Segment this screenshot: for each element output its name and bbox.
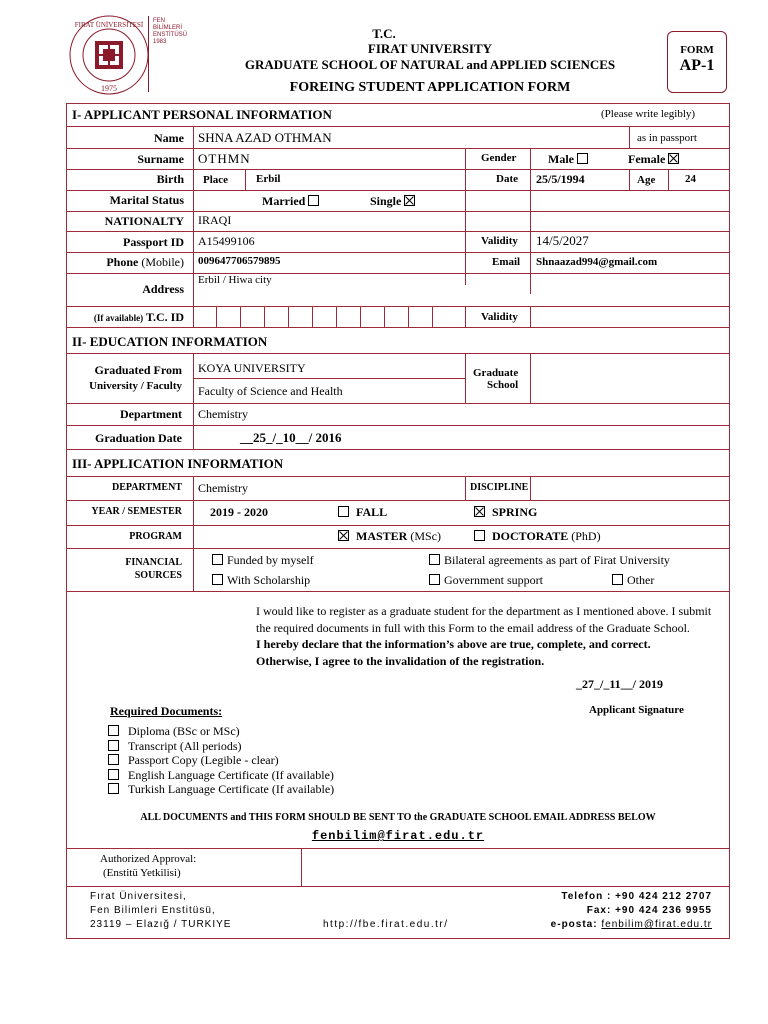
list-item: Passport Copy (Legible - clear) <box>108 753 334 768</box>
tc-id-label: (If available) T.C. ID <box>93 310 184 324</box>
male-checkbox[interactable] <box>577 153 588 164</box>
address-field[interactable]: Erbil / Hiwa city <box>198 274 272 286</box>
surname-label: Surname <box>137 152 184 166</box>
semester-fall[interactable]: FALL <box>338 505 387 520</box>
app-department-label: DEPARTMENT <box>111 482 182 493</box>
declaration-line3: I hereby declare that the information’s above are true, complete, and correct. <box>256 637 651 651</box>
age-label: Age <box>637 174 656 186</box>
graduation-date-label: Graduation Date <box>95 431 182 445</box>
doctorate-checkbox[interactable] <box>474 530 485 541</box>
section3-title: III- APPLICATION INFORMATION <box>72 456 284 471</box>
app-department-field[interactable]: Chemistry <box>198 481 248 495</box>
university-field[interactable]: KOYA UNIVERSITY <box>198 361 306 375</box>
documents-notice: ALL DOCUMENTS and THIS FORM SHOULD BE SENT TO the GRADUATE SCHOOL EMAIL ADDRESS BELOW <box>140 812 656 823</box>
age-field[interactable]: 24 <box>685 173 696 185</box>
uni-faculty-label: University / Faculty <box>89 380 182 392</box>
fall-checkbox[interactable] <box>338 506 349 517</box>
footer-contact: Telefon : +90 424 212 2707 Fax: +90 424 236 9955 e-posta: fenbilim@firat.edu.tr <box>550 891 712 930</box>
name-field[interactable]: SHNA AZAD OTHMAN <box>198 130 332 145</box>
nationality-label: NATIONALTY <box>104 214 184 228</box>
header-school: GRADUATE SCHOOL OF NATURAL and APPLIED SCIENCES <box>244 57 616 72</box>
svg-text:1975: 1975 <box>101 84 117 93</box>
email-label: Email <box>492 256 521 268</box>
list-item: Transcript (All periods) <box>108 739 334 754</box>
marital-married[interactable]: Married <box>262 194 323 209</box>
form-code-box <box>667 31 727 93</box>
approval-label: Authorized Approval: <box>100 853 197 865</box>
financial-label: FINANCIAL SOURCES <box>125 557 182 581</box>
passport-field[interactable]: A15499106 <box>198 234 255 248</box>
semester-spring[interactable]: SPRING <box>474 505 537 520</box>
submission-email[interactable]: fenbilim@firat.edu.tr <box>311 829 485 843</box>
tc-validity-label: Validity <box>481 311 518 323</box>
funded-checkbox[interactable] <box>212 554 223 565</box>
declaration-line4: Otherwise, I agree to the invalidation of the registration. <box>256 654 545 668</box>
single-checkbox[interactable] <box>404 195 415 206</box>
doc-checkbox[interactable] <box>108 754 119 765</box>
page-title: FOREING STUDENT APPLICATION FORM <box>289 80 571 95</box>
passport-note: as in passport <box>637 132 697 144</box>
bilateral-checkbox[interactable] <box>429 554 440 565</box>
department-label: Department <box>120 407 182 421</box>
footer-address: Fırat Üniversitesi, Fen Bilimleri Enstitüsü, 23119 – Elazığ / TURKIYE <box>90 891 232 930</box>
list-item: Turkish Language Certificate (If available) <box>108 782 334 797</box>
footer-email-link[interactable]: fenbilim@firat.edu.tr <box>601 919 712 930</box>
graduation-date-field[interactable]: __25_/_10__/ 2016 <box>240 430 342 445</box>
fin-other[interactable]: Other <box>612 573 654 588</box>
validity-label: Validity <box>481 235 518 247</box>
fin-funded[interactable]: Funded by myself <box>212 553 314 568</box>
list-item: English Language Certificate (If available) <box>108 768 334 783</box>
doc-checkbox[interactable] <box>108 783 119 794</box>
marital-single[interactable]: Single <box>370 194 419 209</box>
documents-list <box>108 724 334 797</box>
other-checkbox[interactable] <box>612 574 623 585</box>
fin-scholarship[interactable]: With Scholarship <box>212 573 310 588</box>
declaration-line1: I would like to register as a graduate student for the department as I mentioned above. I submit <box>256 604 712 618</box>
phone-field[interactable]: 009647706579895 <box>198 255 281 267</box>
declaration-line2: the required documents in full with this Form to the email address of the Graduate School. <box>256 621 690 635</box>
doc-checkbox[interactable] <box>108 740 119 751</box>
program-label: PROGRAM <box>129 531 182 542</box>
married-checkbox[interactable] <box>308 195 319 206</box>
master-checkbox[interactable] <box>338 530 349 541</box>
year-label: YEAR / SEMESTER <box>91 506 182 517</box>
list-item: Diploma (BSc or MSc) <box>108 724 334 739</box>
section1-title: I- APPLICANT PERSONAL INFORMATION <box>72 107 332 122</box>
marital-label: Marital Status <box>109 193 184 207</box>
nationality-field[interactable]: IRAQI <box>198 213 232 227</box>
birth-label: Birth <box>156 172 184 186</box>
program-master[interactable]: MASTER (MSc) <box>338 529 441 544</box>
declaration-date[interactable]: _27_/_11__/ 2019 <box>576 677 664 691</box>
discipline-label: DISCIPLINE <box>470 482 529 493</box>
graduated-label: Graduated From <box>94 363 182 377</box>
header-tc: T.C. <box>372 26 396 41</box>
date-field[interactable]: 25/5/1994 <box>536 172 585 186</box>
place-label: Place <box>203 174 229 186</box>
validity-field[interactable]: 14/5/2027 <box>536 233 589 248</box>
gender-label: Gender <box>481 152 517 164</box>
spring-checkbox[interactable] <box>474 506 485 517</box>
legibility-note: (Please write legibly) <box>601 108 696 120</box>
logo-side-text: FEN BİLİMLERİ ENSTİTÜSÜ 1983 <box>153 18 188 45</box>
section2-title: II- EDUCATION INFORMATION <box>72 334 268 349</box>
documents-title: Required Documents: <box>110 704 223 718</box>
gender-male[interactable]: Male <box>548 152 592 167</box>
faculty-field[interactable]: Faculty of Science and Health <box>198 384 343 398</box>
government-checkbox[interactable] <box>429 574 440 585</box>
date-label: Date <box>496 173 518 185</box>
doc-checkbox[interactable] <box>108 769 119 780</box>
school-label: School <box>487 379 519 391</box>
fin-bilateral[interactable]: Bilateral agreements as part of Firat University <box>429 553 670 568</box>
surname-field[interactable]: OTHMN <box>198 151 251 166</box>
name-label: Name <box>154 131 184 145</box>
doc-checkbox[interactable] <box>108 725 119 736</box>
scholarship-checkbox[interactable] <box>212 574 223 585</box>
year-field[interactable]: 2019 - 2020 <box>210 505 268 519</box>
signature-label: Applicant Signature <box>589 704 684 716</box>
department-field[interactable]: Chemistry <box>198 407 248 421</box>
place-field[interactable]: Erbil <box>256 173 281 185</box>
form-code: AP-1 <box>679 57 715 74</box>
form-label: FORM <box>680 44 714 56</box>
email-field[interactable]: Shnaazad994@gmail.com <box>536 256 658 268</box>
approval-sub: (Enstitü Yetkilisi) <box>103 867 181 879</box>
footer-website[interactable]: http://fbe.firat.edu.tr/ <box>323 919 449 930</box>
passport-label: Passport ID <box>122 235 184 249</box>
phone-label: Phone (Mobile) <box>106 255 184 269</box>
address-label: Address <box>142 282 184 296</box>
gender-female[interactable]: Female <box>628 152 683 167</box>
program-doctorate[interactable]: DOCTORATE (PhD) <box>474 529 601 544</box>
graduate-label: Graduate <box>473 367 519 379</box>
svg-text:FIRAT ÜNİVERSİTESİ: FIRAT ÜNİVERSİTESİ <box>74 21 144 29</box>
female-checkbox[interactable] <box>668 153 679 164</box>
header-university: FIRAT UNIVERSITY <box>367 41 493 56</box>
fin-government[interactable]: Government support <box>429 573 543 588</box>
